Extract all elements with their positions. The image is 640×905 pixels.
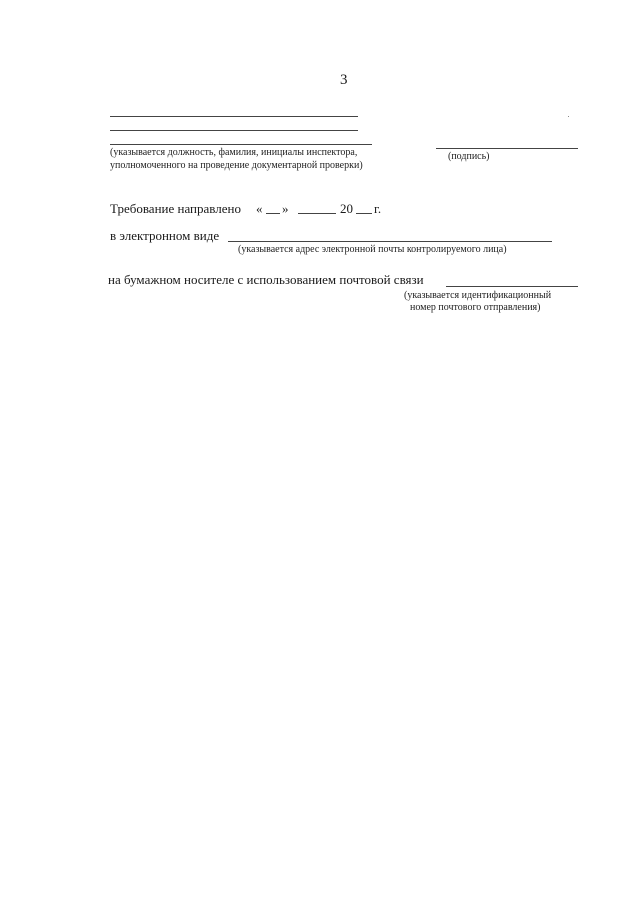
date-month-blank xyxy=(298,213,336,214)
inspector-caption-line1: (указывается должность, фамилия, инициалы инспектора, xyxy=(110,147,358,158)
tracking-caption-line2: номер почтового отправления) xyxy=(410,302,541,313)
date-quote-close: » xyxy=(282,201,289,216)
inspector-line-1 xyxy=(110,116,358,117)
scan-speck xyxy=(568,116,569,117)
inspector-line-2 xyxy=(110,130,358,131)
email-blank-line xyxy=(228,241,552,242)
date-day-blank xyxy=(266,213,280,214)
inspector-line-3 xyxy=(110,144,372,145)
date-quote-open: « xyxy=(256,201,263,216)
date-year-suffix: г. xyxy=(374,201,382,216)
email-caption: (указывается адрес электронной почты контролируемого лица) xyxy=(238,244,507,255)
sent-label: Требование направлено xyxy=(110,201,241,216)
signature-line xyxy=(436,148,578,149)
tracking-caption-line1: (указывается идентификационный xyxy=(404,290,552,301)
electronic-label: в электронном виде xyxy=(110,228,220,243)
date-year-prefix: 20 xyxy=(340,201,353,216)
date-year-blank xyxy=(356,213,372,214)
signature-caption: (подпись) xyxy=(448,151,490,162)
paper-label: на бумажном носителе с использованием почтовой связи xyxy=(108,272,424,287)
tracking-blank-line xyxy=(446,286,578,287)
page-number: 3 xyxy=(340,72,348,88)
inspector-caption-line2: уполномоченного на проведение документарной проверки) xyxy=(110,160,363,171)
